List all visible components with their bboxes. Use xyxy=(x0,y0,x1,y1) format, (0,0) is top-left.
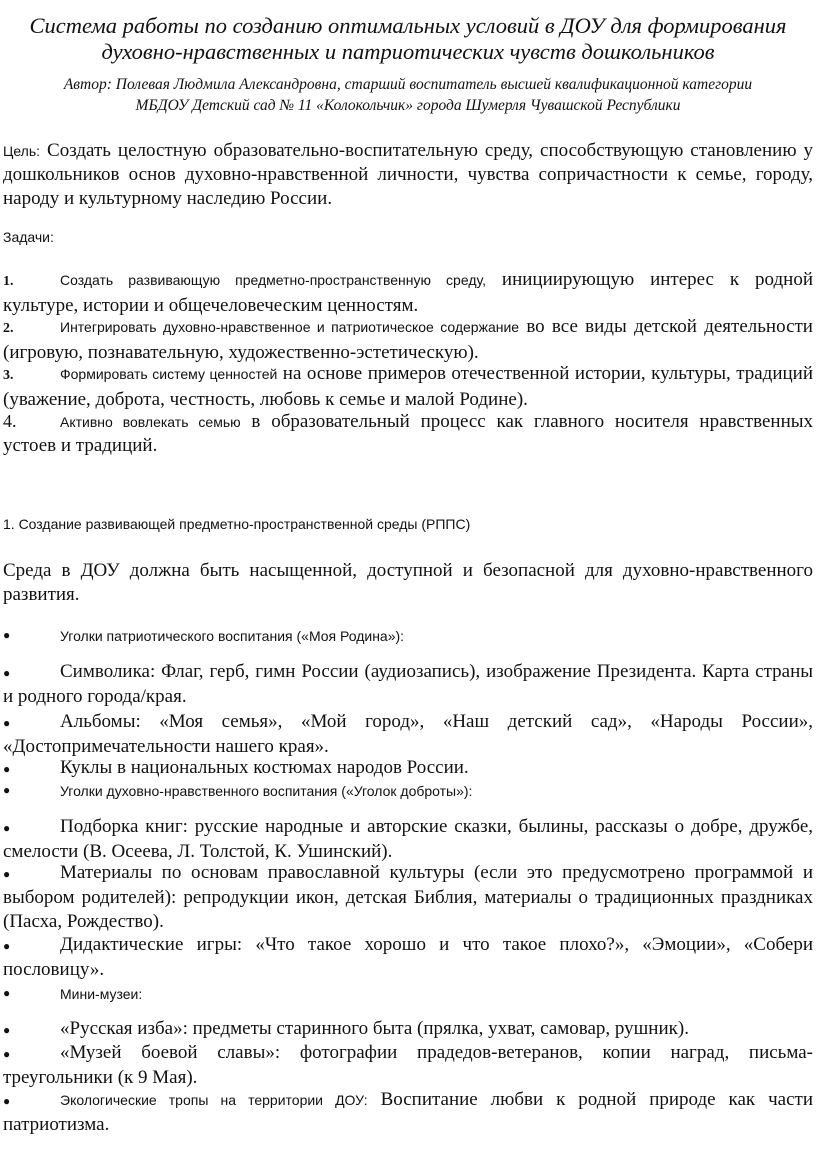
bullet-icon: ● xyxy=(3,821,11,835)
bullet-icon: ● xyxy=(3,1047,11,1061)
bullet-icon: ● xyxy=(3,628,11,642)
task-item: 2. Интегрировать духовно-нравственное и патриотическое содержание во все виды детской деятельности (игровую, познавательную, художественно-эстетическую). xyxy=(3,316,813,363)
bullet-item: ● Куклы в национальных костюмах народов России. xyxy=(3,756,813,781)
goal-label: Цель: xyxy=(3,143,41,159)
bullet-item: ● Мини-музеи: xyxy=(3,986,143,1002)
bullet-item: ● Подборка книг: русские народные и авторские сказки, былины, рассказы о добре, дружбе, смелости (В. Осеева, Л. Толстой, К. Ушинский). xyxy=(3,816,813,862)
bullet-icon: ● xyxy=(3,1094,11,1108)
section-intro: Среда в ДОУ должна быть насыщенной, доступной и безопасной для духовно-нравственного развития. xyxy=(3,560,813,605)
bullet-item: ● Материалы по основам православной культуры (если это предусмотрено программой и выбором родителей): репродукции икон, детская Библия, материалы о традиционных праздниках (Пасха, Рождество). xyxy=(3,862,813,932)
bullet-icon: ● xyxy=(3,762,11,776)
bullet-icon: ● xyxy=(3,867,11,881)
section-heading: 1. Создание развивающей предметно-пространственной среды (РППС) xyxy=(3,516,471,532)
task-item: 3. Формировать систему ценностей на основе примеров отечественной истории, культуры, традиций (уважение, доброта, честность, любовь к семье и малой Родине). xyxy=(3,363,814,410)
document-title: Система работы по созданию оптимальных условий в ДОУ для формирования духовно-нравственных и патриотических чувств дошкольников xyxy=(29,13,787,64)
bullet-item: ● «Русская изба»: предметы старинного быта (прялка, ухват, самовар, рушник). xyxy=(3,1017,813,1042)
goal-text: Создать целостную образовательно-воспитательную среду, способствующую становлению у дошкольников основ духовно-нравственной личности, чувства сопричастности к семье, городу, народу и культурному наследию России. xyxy=(3,140,814,209)
bullet-item: ● Уголки патриотического воспитания («Моя Родина»): xyxy=(3,628,405,644)
bullet-icon: ● xyxy=(3,783,11,797)
institution-line: МБДОУ Детский сад № 11 «Колокольчик» города Шумерля Чувашской Республики xyxy=(135,97,681,114)
author-info xyxy=(0,74,816,116)
bullet-item: ● «Музей боевой славы»: фотографии прадедов-ветеранов, копии наград, письма-треугольники (к 9 Мая). xyxy=(3,1042,813,1088)
task-item: 4. Активно вовлекать семью в образовательный процесс как главного носителя нравственных устоев и традиций. xyxy=(3,411,814,456)
bullet-icon: ● xyxy=(3,716,11,730)
task-item: 1. Создать развивающую предметно-пространственную среду, инициирующую интерес к родной культуре, истории и общечеловеческим ценностям. xyxy=(3,269,814,316)
bullet-icon: ● xyxy=(3,666,11,680)
bullet-item: ● Символика: Флаг, герб, гимн России (аудиозапись), изображение Президента. Карта страны и родного города/края. xyxy=(3,661,813,707)
goal-paragraph xyxy=(3,139,813,211)
bullet-icon: ● xyxy=(3,986,11,1000)
bullet-icon: ● xyxy=(3,1023,11,1037)
tasks-heading: Задачи: xyxy=(3,229,54,245)
bullet-item: ● Альбомы: «Моя семья», «Мой город», «Наш детский сад», «Народы России», «Достопримечательности нашего края». xyxy=(3,711,813,757)
bullet-item: ● Дидактические игры: «Что такое хорошо и что такое плохо?», «Эмоции», «Собери пословицу». xyxy=(3,934,813,980)
bullet-item: ● Экологические тропы на территории ДОУ: Воспитание любви к родной природе как части патриотизма. xyxy=(3,1089,813,1135)
author-line: Автор: Полевая Людмила Александровна, старший воспитатель высшей квалификационной категории xyxy=(63,76,753,93)
bullet-icon: ● xyxy=(3,939,11,953)
bullet-item: ● Уголки духовно-нравственного воспитания («Уголок доброты»): xyxy=(3,783,473,799)
